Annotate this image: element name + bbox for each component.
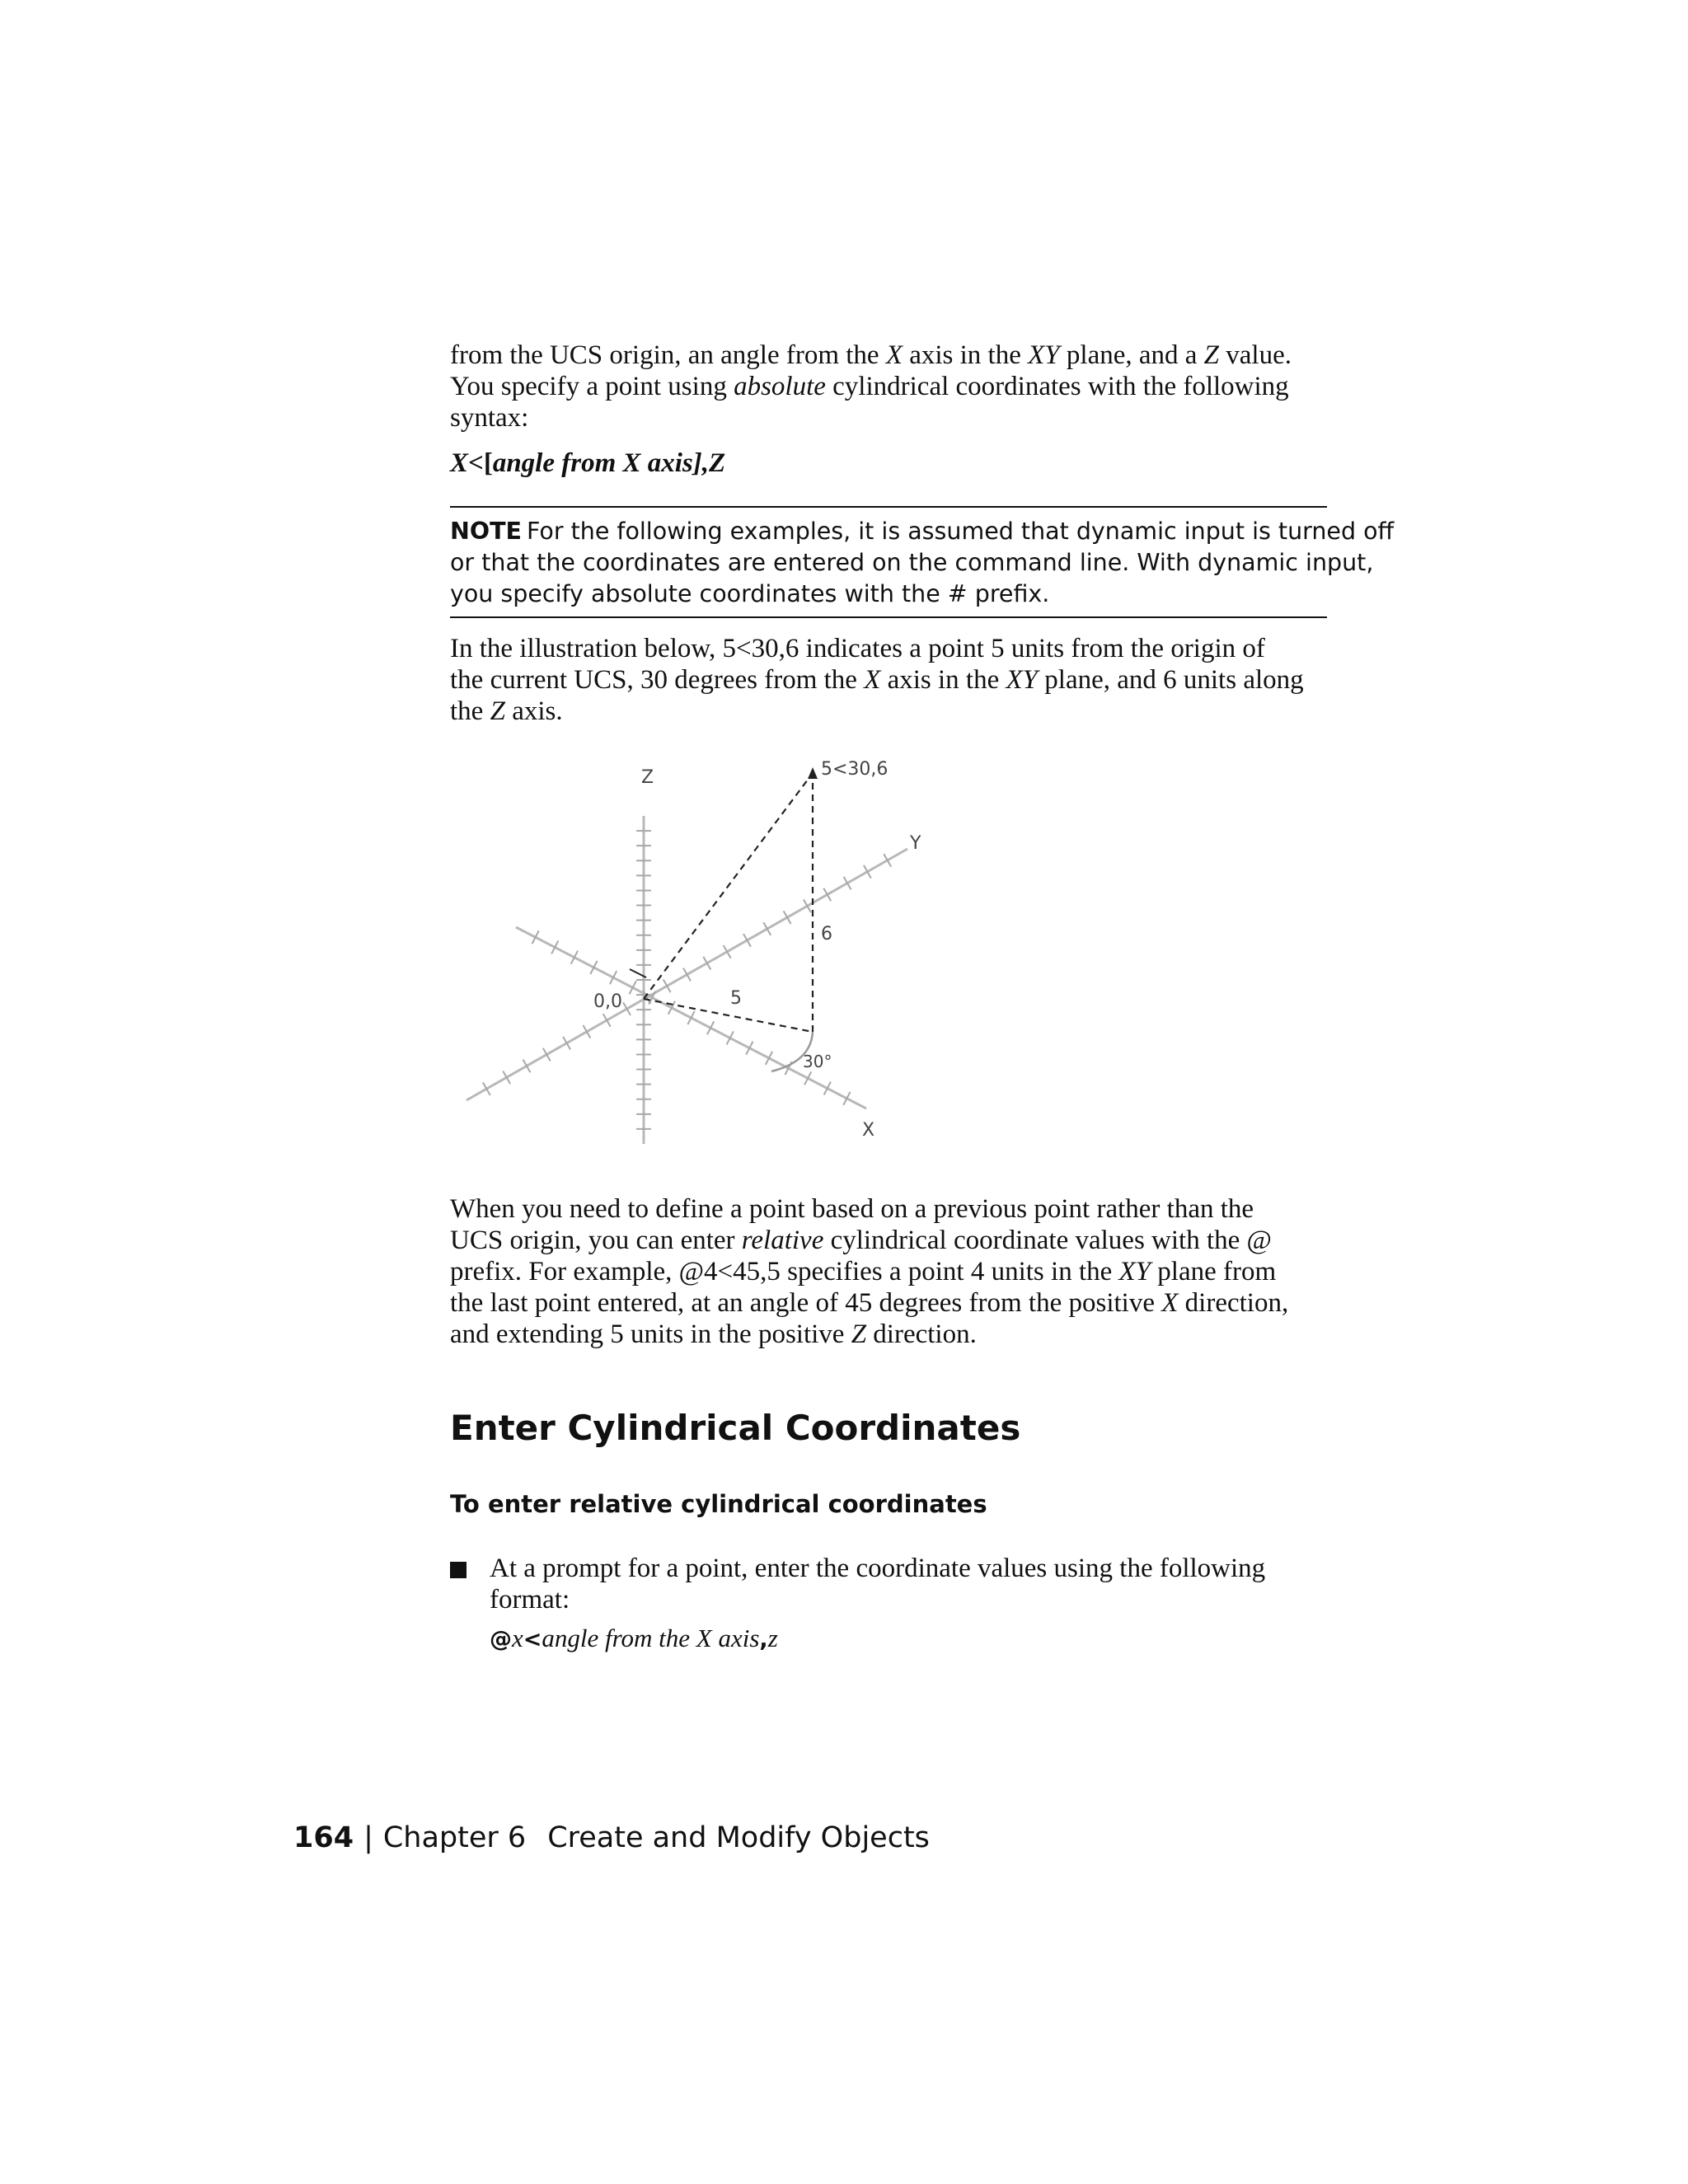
angle-label: 30° xyxy=(803,1052,832,1071)
axis-tick xyxy=(784,911,791,924)
axis-tick xyxy=(724,945,731,958)
chapter-title: Create and Modify Objects xyxy=(547,1821,930,1854)
axis-tick xyxy=(743,934,751,947)
cylindrical-coordinates-diagram xyxy=(450,742,1027,1170)
intro-line-1: from the UCS origin, an angle from the X axis in the XY plane, and a Z value. xyxy=(450,340,1292,370)
note-line-2: or that the coordinates are entered on the command line. With dynamic input, xyxy=(450,549,1374,576)
illustration-line-1: In the illustration below, 5<30,6 indicates a point 5 units from the origin of xyxy=(450,634,1265,663)
relative-line-4: the last point entered, at an angle of 45 degrees from the positive X direction, xyxy=(450,1288,1289,1318)
section-heading: Enter Cylindrical Coordinates xyxy=(450,1408,1021,1448)
format-syntax: @x<angle from the X axis,z xyxy=(490,1624,778,1652)
step-line-1: At a prompt for a point, enter the coordinate values using the following xyxy=(490,1554,1266,1583)
axis-tick xyxy=(503,1071,510,1084)
illustration-line-3: the Z axis. xyxy=(450,696,563,726)
bullet-square-icon xyxy=(450,1562,467,1578)
relative-line-2: UCS origin, you can enter relative cylindrical coordinate values with the @ xyxy=(450,1226,1272,1255)
intro-line-3: syntax: xyxy=(450,403,529,433)
note-line-1: NOTE For the following examples, it is assumed that dynamic input is turned off xyxy=(450,518,1395,545)
procedure-heading: To enter relative cylindrical coordinates xyxy=(450,1490,987,1518)
syntax-line: X<[angle from X axis],Z xyxy=(450,448,726,478)
axis-tick xyxy=(583,1025,590,1038)
note-label: NOTE xyxy=(450,518,522,545)
z-axis-label: Z xyxy=(641,767,654,788)
axis-tick xyxy=(703,957,710,970)
axis-tick xyxy=(864,865,871,879)
axis-tick xyxy=(523,1060,530,1073)
illustration-paragraph xyxy=(450,633,1327,727)
intro-paragraph xyxy=(450,340,1327,434)
axis-tick xyxy=(683,968,691,982)
axis-tick xyxy=(623,1002,631,1015)
x-axis-label: X xyxy=(862,1120,875,1141)
axis-tick xyxy=(543,1048,551,1062)
page-number: 164 xyxy=(293,1821,354,1854)
y-axis-label: Y xyxy=(910,833,921,854)
intro-line-2: You specify a point using absolute cylindrical coordinates with the following xyxy=(450,372,1289,401)
axis-tick xyxy=(663,980,671,993)
relative-line-3: prefix. For example, @4<45,5 specifies a point 4 units in the XY plane from xyxy=(450,1257,1277,1286)
radius-label: 5 xyxy=(730,988,742,1009)
relative-paragraph xyxy=(450,1193,1327,1350)
origin-label: 0,0 xyxy=(593,991,622,1012)
point-label: 5<30,6 xyxy=(821,759,889,780)
axis-tick xyxy=(884,854,891,867)
axis-tick xyxy=(823,888,831,902)
illustration-line-2: the current UCS, 30 degrees from the X axis in the XY plane, and 6 units along xyxy=(450,665,1304,695)
axis-tick xyxy=(804,899,811,912)
note-box xyxy=(450,506,1395,618)
note-line-3: you specify absolute coordinates with the # prefix. xyxy=(450,580,1050,607)
point-arrowhead xyxy=(808,767,818,779)
diagonal-dashed-line xyxy=(644,773,813,999)
axis-tick xyxy=(844,877,851,890)
relative-line-5: and extending 5 units in the positive Z direction. xyxy=(450,1319,977,1349)
page-footer: 164 | Chapter 6 Create and Modify Objects xyxy=(293,1821,930,1854)
radius-dashed-line xyxy=(644,999,813,1032)
relative-line-1: When you need to define a point based on a previous point rather than the xyxy=(450,1194,1254,1224)
step-line-2: format: xyxy=(490,1585,570,1615)
chapter-label: Chapter 6 xyxy=(382,1821,527,1854)
axis-tick xyxy=(483,1082,490,1095)
axis-tick xyxy=(763,922,771,935)
axis-tick xyxy=(563,1037,570,1050)
height-label: 6 xyxy=(821,924,832,944)
axis-tick xyxy=(603,1014,611,1027)
